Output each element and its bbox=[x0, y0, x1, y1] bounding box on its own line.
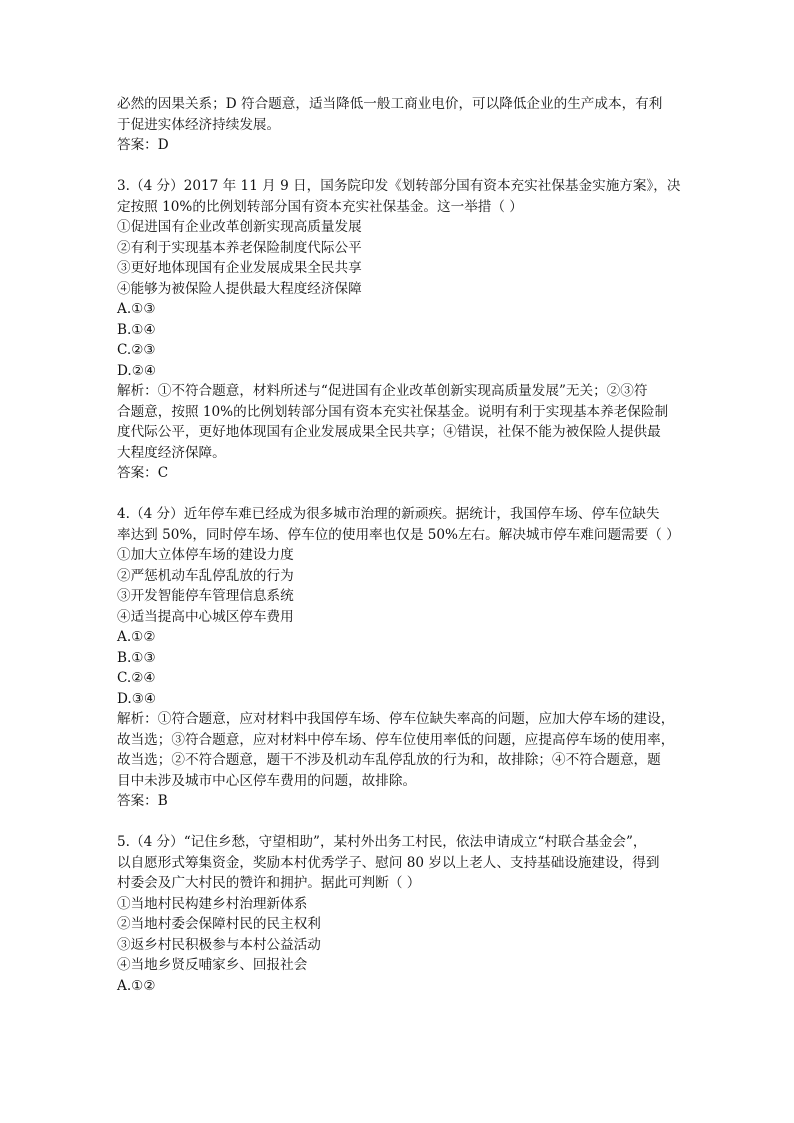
q5-statement-4: ④当地乡贤反哺家乡、回报社会 bbox=[117, 957, 308, 973]
q5-option-a: A.①② bbox=[117, 977, 156, 994]
q4-statement-1: ①加大立体停车场的建设力度 bbox=[117, 547, 294, 563]
q3-analysis-line-3: 度代际公平，更好地体现国有企业发展成果全民共享；④错误，社保不能为被保险人提供最 bbox=[117, 424, 661, 440]
q3-statement-4: ④能够为被保险人提供最大程度经济保障 bbox=[117, 280, 362, 297]
q4-statement-3: ③开发智能停车管理信息系统 bbox=[117, 588, 294, 604]
question-4 bbox=[117, 504, 679, 812]
q3-analysis-line-2: 合题意，按照 10%的比例划转部分国有资本充实社保基金。说明有利于实现基本养老保险制 bbox=[117, 403, 669, 420]
q5-stem-line-1: 5.（4 分）“记住乡愁，守望相助”，某村外出务工村民，依法申请成立“村联合基金会”， bbox=[117, 834, 647, 850]
q3-option-b: B.①④ bbox=[117, 321, 156, 338]
q3-statement-2: ②有利于实现基本养老保险制度代际公平 bbox=[117, 239, 362, 256]
q4-stem-line-1: 4.（4 分）近年停车难已经成为很多城市治理的新顽疾。据统计，我国停车场、停车位缺失 bbox=[117, 506, 660, 522]
q4-analysis-line-1: 解析：①符合题意，应对材料中我国停车场、停车位缺失率高的问题，应加大停车场的建设， bbox=[117, 711, 675, 727]
q5-statement-3: ③返乡村民积极参与本村公益活动 bbox=[117, 936, 321, 953]
q4-analysis-line-3: 故当选；②不符合题意，题干不涉及机动车乱停乱放的行为和，故排除；④不符合题意，题 bbox=[117, 752, 661, 768]
q5-stem-line-3: 村委会及广大村民的赞许和拥护。据此可判断（ ） bbox=[117, 875, 421, 891]
question-5 bbox=[117, 832, 679, 996]
q4-analysis-line-2: 故当选；③符合题意，应对材料中停车场、停车位使用率低的问题，应提高停车场的使用率， bbox=[117, 731, 675, 748]
q4-option-a: A.①② bbox=[117, 629, 156, 645]
document-page bbox=[117, 94, 679, 996]
q3-stem-line-2: 定按照 10%的比例划转部分国有资本充实社保基金。这一举措（ ） bbox=[117, 198, 523, 215]
intro-answer: 答案：D bbox=[117, 137, 169, 153]
q3-analysis-line-4: 大程度经济保障。 bbox=[117, 444, 226, 461]
q4-analysis-line-4: 目中未涉及城市中心区停车费用的问题，故排除。 bbox=[117, 772, 417, 789]
q4-option-c: C.②④ bbox=[117, 670, 156, 686]
q4-option-d: D.③④ bbox=[117, 690, 157, 707]
intro-block bbox=[117, 94, 679, 156]
q4-option-b: B.①③ bbox=[117, 649, 156, 666]
intro-line-2: 于促进实体经济持续发展。 bbox=[117, 116, 281, 133]
q4-statement-2: ②严惩机动车乱停乱放的行为 bbox=[117, 567, 294, 584]
q5-statement-1: ①当地村民构建乡村治理新体系 bbox=[117, 895, 308, 912]
q3-option-a: A.①③ bbox=[117, 301, 156, 317]
q3-option-c: C.②③ bbox=[117, 342, 156, 358]
intro-line-1: 必然的因果关系；D 符合题意，适当降低一般工商业电价，可以降低企业的生产成本，有利 bbox=[117, 96, 663, 112]
q5-statement-2: ②当地村委会保障村民的民主权利 bbox=[117, 916, 321, 932]
q4-answer: 答案：B bbox=[117, 793, 168, 809]
q3-stem-line-1: 3.（4 分）2017 年 11 月 9 日，国务院印发《划转部分国有资本充实社保基金实施方案》，决 bbox=[117, 178, 681, 194]
q3-statement-3: ③更好地体现国有企业发展成果全民共享 bbox=[117, 260, 362, 276]
q3-option-d: D.②④ bbox=[117, 362, 157, 379]
q3-statement-1: ①促进国有企业改革创新实现高质量发展 bbox=[117, 219, 362, 235]
q3-answer: 答案：C bbox=[117, 465, 169, 481]
q4-statement-4: ④适当提高中心城区停车费用 bbox=[117, 608, 294, 625]
question-3 bbox=[117, 176, 679, 484]
q4-stem-line-2: 率达到 50%，同时停车场、停车位的使用率也仅是 50%左右。解决城市停车难问题需要（ ） bbox=[117, 526, 680, 543]
q5-stem-line-2: 以自愿形式筹集资金，奖励本村优秀学子、慰问 80 岁以上老人、支持基础设施建设，得到 bbox=[117, 854, 660, 871]
q3-analysis-line-1: 解析：①不符合题意，材料所述与“促进国有企业改革创新实现高质量发展”无关；②③符 bbox=[117, 383, 648, 399]
